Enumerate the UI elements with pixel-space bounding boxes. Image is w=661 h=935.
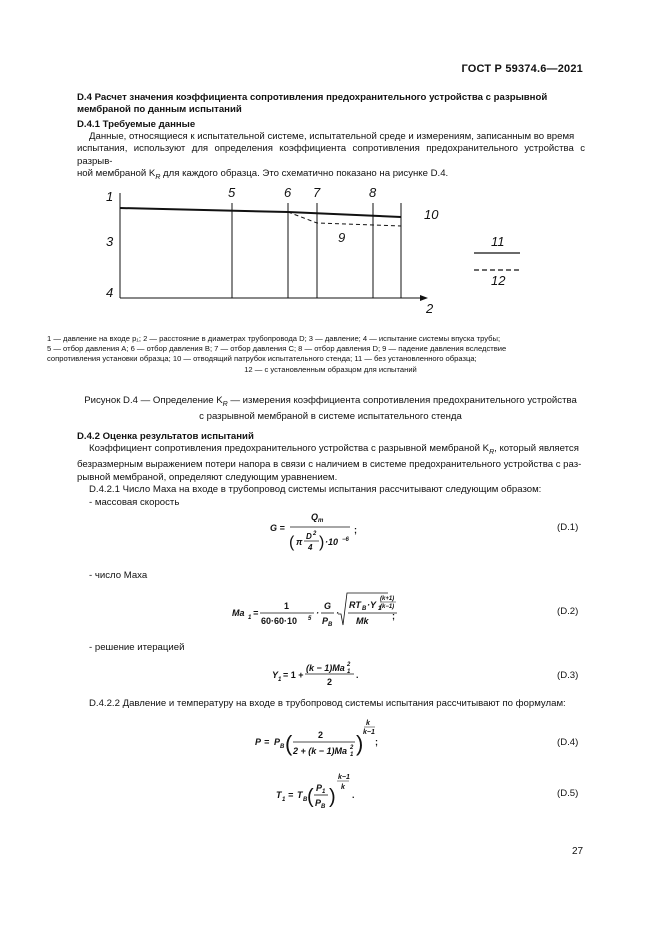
svg-text:= 1 +: = 1 + [283,670,304,680]
svg-text:P: P [315,798,322,808]
svg-text:k: k [366,720,370,727]
legend-line3: сопротивления установки образца; 10 — отводящий патрубок испытательного стенда; 11 — без установленного образца; [47,354,477,364]
d421-text: D.4.2.1 Число Маха на входе в трубопровод системы испытания рассчитывают следующим образом: [89,484,542,496]
svg-text:(k − 1)Ma: (k − 1)Ma [306,663,345,673]
label-9: 9 [338,230,346,245]
svg-text:P: P [316,783,323,793]
svg-text:·: · [336,608,339,618]
document-code: ГОСТ Р 59374.6—2021 [461,63,583,75]
svg-text:2: 2 [318,730,324,740]
svg-text:G: G [324,601,332,611]
svg-text:2: 2 [350,745,354,751]
caption-line2: с разрывной мембраной в системе испытательного стенда [199,411,462,423]
d422-paragraph [77,698,566,710]
d41-line3-text: ной мембраной K [77,168,156,180]
svg-text:5: 5 [308,616,312,622]
svg-text:·10: ·10 [325,537,339,547]
svg-text:k−1: k−1 [363,729,375,736]
d41-line1: Данные, относящиеся к испытательной системе, испытательной среде и измерениям, записанным во время [89,131,575,142]
svg-text:π: π [296,537,303,547]
item-iteration-text: - решение итерацией [89,642,185,653]
svg-text:B: B [280,744,285,750]
x-axis-arrow [420,295,428,301]
equation-d1-number: (D.1) [557,522,579,533]
caption-line1 [47,395,614,411]
svg-text:1: 1 [284,601,290,611]
equation-d5 [276,770,366,816]
d42-line1-a: Коэффициент сопротивления предохранительного устройства с разрывной мембраной K [89,443,490,454]
section-d4-title [77,92,587,117]
svg-text:2 + (k − 1)Ma: 2 + (k − 1)Ma [293,746,348,756]
svg-text:60·60·10: 60·60·10 [261,616,298,626]
equation-d2 [232,589,402,635]
svg-text:G =: G = [270,523,285,533]
d42-line2: безразмерным выражением потери напора в связи с наличием в системе предохранительного устройства с раз- [77,459,582,471]
svg-text:(k−1): (k−1) [380,604,395,610]
pressure-line-no-sample [120,208,288,212]
section-d41-title: D.4.1 Требуемые данные [77,119,196,130]
svg-text:(k+1): (k+1) [380,596,395,602]
svg-text:B: B [328,622,333,628]
svg-text:(: ( [285,731,293,756]
svg-text:;: ; [392,611,395,621]
svg-text:·: · [316,608,319,618]
d42-kr-subscript: R [489,448,495,456]
svg-text:k−1: k−1 [338,774,350,781]
d422-text: D.4.2.2 Давление и температуру на входе в трубопровод системы испытания рассчитывают по формулам: [89,698,566,709]
svg-text:): ) [319,534,325,551]
item-mach-number [77,570,147,582]
svg-text:.: . [352,790,355,800]
equation-d5-number: (D.5) [557,788,579,799]
svg-text:B: B [362,606,367,612]
svg-text:1: 1 [322,789,326,795]
item-mass-velocity: - массовая скорость [89,496,180,508]
d41-kr-subscript: R [155,174,161,182]
svg-text:;: ; [375,737,378,747]
label-7: 7 [313,185,321,200]
svg-text:): ) [329,786,336,808]
label-5: 5 [228,185,236,200]
svg-text:2: 2 [327,677,333,687]
svg-text:B: B [321,804,326,810]
section-d42-paragraph [77,443,585,509]
svg-text:(: ( [289,534,295,551]
d41-line2: испытания, используют для определения коэффициента сопротивления предохранительного устройства с разрыв- [77,143,585,167]
svg-text:=: = [264,737,270,747]
page-number: 27 [572,846,584,857]
svg-text:=: = [253,608,259,618]
svg-text:Mk: Mk [356,616,369,626]
svg-text:;: ; [354,525,357,535]
equation-d2-number: (D.2) [557,606,579,617]
svg-text:1: 1 [347,669,351,675]
caption-line1-b: — измерения коэффициента сопротивления предохранительного устройства [227,395,577,406]
pressure-line-with-sample [288,212,401,226]
caption-line1-a: Рисунок D.4 — Определение K [84,395,223,406]
svg-text:=: = [288,790,294,800]
svg-text:.: . [356,670,359,680]
svg-text:1: 1 [282,797,286,803]
svg-text:2: 2 [347,662,351,668]
item-iteration [77,642,184,654]
legend-line2: 5 — отбор давления A; 6 — отбор давления B; 7 — отбор давления C; 8 — отбор давления D; 9 — падение давления вследствие [47,344,507,354]
svg-text:−6: −6 [342,537,349,543]
svg-text:1: 1 [350,752,354,758]
svg-text:RT: RT [349,600,361,610]
svg-text:2: 2 [313,531,317,537]
svg-text:B: B [303,797,308,803]
section-d4-title-line1: D.4 Расчет значения коэффициента сопротивления предохранительного устройства с разрывной [77,92,548,103]
svg-text:1: 1 [378,606,382,612]
svg-text:Q: Q [311,512,319,522]
section-d42-title: D.4.2 Оценка результатов испытаний [77,431,254,442]
svg-text:(: ( [307,786,314,808]
legend-line4: 12 — с установленным образцом для испытаний [244,364,417,374]
caption-kr-subscript: R [222,400,228,408]
figure-legend [47,334,614,375]
svg-text:1: 1 [248,615,252,621]
d41-line3 [77,168,585,184]
label-3: 3 [106,234,114,249]
label-10: 10 [424,207,439,222]
equation-d4-number: (D.4) [557,737,579,748]
svg-text:T: T [276,790,282,800]
svg-text:P: P [322,616,329,626]
svg-text:·Y: ·Y [367,600,376,610]
d42-line1 [77,443,585,459]
equation-d3 [272,658,362,692]
label-4: 4 [106,285,114,300]
label-2: 2 [426,301,434,316]
svg-text:m: m [318,518,324,524]
figure-caption [47,395,614,423]
equation-d3-number: (D.3) [557,670,579,681]
d42-line3: рывной мембраной, определяют следующим уравнением. [77,471,338,483]
equation-d1 [270,509,370,555]
label-12: 12 [491,273,506,288]
label-11: 11 [491,234,505,249]
label-1: 1 [106,189,114,204]
svg-text:D: D [306,532,312,541]
legend-line1: 1 — давление на входе p₁; 2 — расстояние в диаметрах трубопровода D; 3 — давление; 4 — испытание системы впуска трубы; [47,334,501,343]
equation-d4 [255,717,385,763]
pressure-line-no-sample-continued [288,212,401,217]
svg-text:P: P [274,737,281,747]
svg-text:Ma: Ma [232,608,245,618]
svg-text:P: P [255,737,262,747]
d42-line1-b: , который является [494,443,579,454]
d41-line3-end: для каждого образца. Это схематично показано на рисунке D.4. [160,168,449,180]
label-8: 8 [369,185,377,200]
item-mach-text: - число Маха [89,570,148,581]
svg-text:): ) [356,731,364,756]
svg-text:Y: Y [272,670,279,680]
svg-text:T: T [297,790,303,800]
svg-text:k: k [341,784,345,791]
svg-text:4: 4 [308,543,313,552]
section-d41-paragraph [77,131,585,185]
svg-text:1: 1 [278,677,282,683]
section-d4-title-line2: мембраной по данным испытаний [77,104,242,116]
label-6: 6 [284,185,292,200]
